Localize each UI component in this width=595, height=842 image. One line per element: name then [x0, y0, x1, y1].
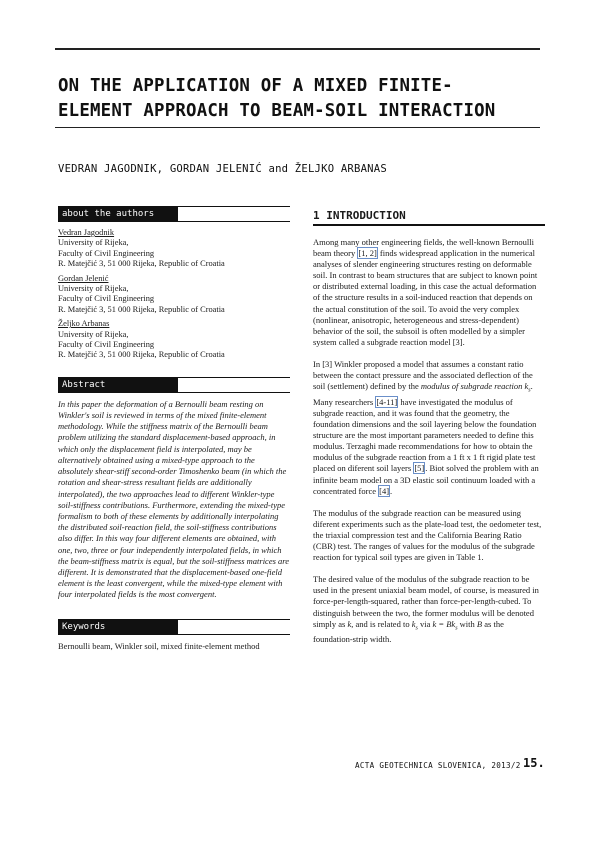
text-run: as the foundation-strip width. [313, 618, 504, 645]
author-block [58, 228, 290, 270]
authors-line: VEDRAN JAGODNIK, GORDAN JELENIĆ and ŽELJKO ARBANAS [58, 163, 387, 175]
text-run: . Biot solved the problem with an infinite beam model on a 3D elastic soil continuum loaded with a concentrated force [313, 463, 539, 496]
title-line-1: ON THE APPLICATION OF A MIXED FINITE- [58, 76, 453, 96]
author-faculty: Faculty of Civil Engineering [58, 248, 155, 258]
text-run: , and is related to [351, 618, 412, 629]
intro-paragraph-4 [313, 574, 545, 645]
text-run: In [3] Winkler proposed a model that assumes a constant ratio between the contact pressure and the associated deflection of the soil (settlement) defined by the [313, 358, 533, 392]
text-run: via [417, 618, 433, 629]
author-name-link[interactable]: Željko Arbanas [58, 319, 110, 329]
text-run: with [457, 618, 477, 629]
author-faculty: Faculty of Civil Engineering [58, 294, 155, 304]
author-affiliation: University of Rijeka, [58, 329, 129, 339]
introduction-title: 1 INTRODUCTION [313, 209, 406, 222]
keywords-text: Bernoulli beam, Winkler soil, mixed finite-element method [58, 640, 260, 651]
author-block [58, 319, 290, 361]
text-run: k [411, 618, 416, 629]
keywords-heading [58, 619, 290, 635]
subscript: s [528, 387, 531, 394]
text-run: modulus of subgrade reaction k [420, 381, 529, 392]
citation-link[interactable]: [4] [379, 485, 390, 496]
left-column [58, 206, 290, 652]
text-run: . Many researchers [313, 381, 533, 407]
title-rule [55, 127, 540, 128]
subscript: s [455, 625, 458, 632]
emphasis [420, 381, 531, 394]
paper-title [58, 74, 548, 124]
page-number: 15. [523, 756, 545, 770]
about-authors-label: about the authors [58, 206, 178, 222]
intro-paragraph-3: The modulus of the subgrade reaction can be measured using diferent experiments such as the plate-load test, the oedometer test, the triaxial compression test and the California Bearing Ratio (CBR) test. The ranges of values for the modulus of the subgrade reaction for typical soil types are given in Table 1. [313, 507, 542, 563]
citation-link[interactable]: [1, 2] [358, 248, 377, 259]
text-run: Among many other engineering fields, the well-known Bernoulli beam theory [313, 237, 534, 259]
keywords-label: Keywords [58, 619, 178, 635]
author-affiliation: University of Rijeka, [58, 284, 129, 294]
author-address: R. Matejčić 3, 51 000 Rijeka, Republic of Croatia [58, 304, 225, 314]
author-name-link[interactable]: Gordan Jelenić [58, 273, 109, 283]
heading-rule [313, 225, 545, 226]
author-affiliation: University of Rijeka, [58, 238, 129, 248]
journal-footer: ACTA GEOTECHNICA SLOVENICA, 2013/2 [355, 761, 521, 770]
abstract-heading [58, 377, 290, 393]
author-faculty: Faculty of Civil Engineering [58, 340, 155, 350]
abstract-label: Abstract [58, 377, 178, 393]
math-equation [432, 618, 458, 632]
math-symbol: k [347, 618, 352, 629]
top-rule [55, 48, 540, 50]
intro-paragraph-2 [313, 359, 545, 497]
heading-rule [178, 619, 290, 635]
heading-rule [178, 206, 290, 222]
text-run: k = Bk [432, 618, 456, 629]
abstract-text: In this paper the deformation of a Bernoulli beam resting on Winkler's soil is reviewed in terms of the mixed finite-element methodology. While the stiffness matrix of the Bernoulli beam problem utilizing the standard displacement-based approach, in which only the displacement field is interpolated, may be alternatively obtained using a mixed-type approach to the absolutely shear-stiff second-order Timoshenko beam (in which the rotation and shear-stress resultant fields are additionally interpolated), the two approaches lead to different Winkler-type soil-stiffness contributions. Furthermore, extending the mixed-type formalism to both of these elements by additionally interpolating the distributed soil-reaction field, the soil-stiffness contributions also differ. In this way four different elements are obtained, with one, two, three or four independently interpolated fields, in which the beam-stiffness matrix is equal, but the soil-stiffness matrices are different. It is demonstrated that the displacement-based one-field element is the least convergent, while the mixed-type element with four interpolated fields is the most convergent. [58, 398, 290, 600]
text-run: . [390, 485, 393, 496]
author-name-link[interactable]: Vedran Jagodnik [58, 228, 115, 237]
right-column [313, 206, 545, 656]
citation-link[interactable]: [4-11] [376, 396, 398, 407]
intro-paragraph-1 [313, 237, 545, 348]
author-address: R. Matejčić 3, 51 000 Rijeka, Republic of Croatia [58, 350, 225, 360]
text-run: have investigated the modulus of subgrade reaction, and it was found that the geometry, the foundation dimensions and the soil layering below the foundation structure are the most important parameters needed to define this modulus. Terzaghi made recommendations for how to obtain the modulus of the subgrade reaction from a 1 ft x 1 ft rigid plate test placed on diferent soil layers [313, 396, 537, 474]
title-line-2: ELEMENT APPROACH TO BEAM-SOIL INTERACTION [58, 101, 496, 121]
about-authors-heading [58, 206, 290, 222]
heading-rule [178, 377, 290, 393]
author-block [58, 274, 290, 316]
subscript: s [415, 625, 418, 632]
text-run: The desired value of the modulus of the subgrade reaction to be used in the present uniaxial beam model, of course, is measured in force-per-length-squared, rather than force-per-length-cubed. To distinguish between the two, the former modulus will be denoted simply as [313, 574, 539, 629]
introduction-heading [313, 206, 545, 225]
citation-link[interactable]: [5] [414, 463, 425, 474]
author-address: R. Matejčić 3, 51 000 Rijeka, Republic of Croatia [58, 259, 225, 269]
math-symbol: B [476, 618, 483, 629]
text-run: finds widespread application in the numerical analyses of slender engineering structures resting on deformable soil. In contrast to beam structures that are subject to known point or distributed external loading, in this case the actual deformation of the structure results in a soil-induced reaction that depends on the actual constitution of the soil. To avoid the very complex (nonlinear, anisotropic, heterogeneous and stress-dependent) behavior of the soil, the subsoil is often modelled by a simpler system called a subgrade reaction model [3]. [313, 248, 538, 347]
